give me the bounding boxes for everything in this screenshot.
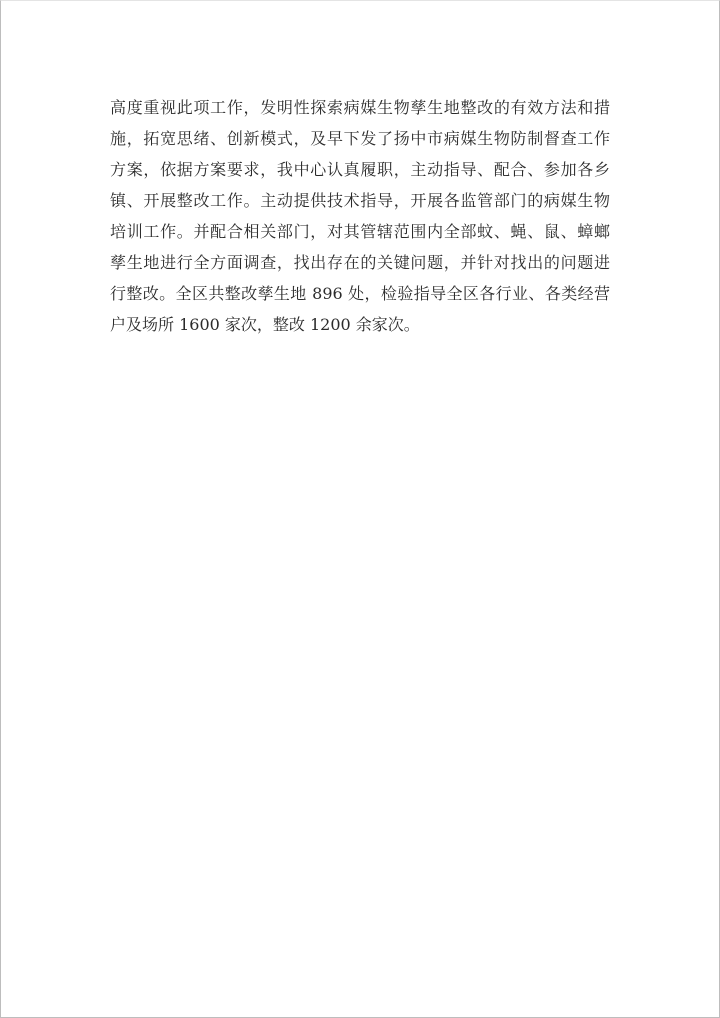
paragraph-line-5: 培训工作。并配合相关部门，对其管辖范围内全部蚊、蝇、鼠、蟑螂 xyxy=(110,222,610,241)
paragraph-line-3: 方案，依据方案要求，我中心认真履职，主动指导、配合、参加各乡 xyxy=(110,160,610,179)
document-body xyxy=(110,92,610,340)
paragraph-line-1: 高度重视此项工作，发明性探索病媒生物孳生地整改的有效方法和措 xyxy=(110,98,610,117)
paragraph-line-6: 孳生地进行全方面调查，找出存在的关键问题，并针对找出的问题进 xyxy=(110,253,610,272)
paragraph-line-4: 镇、开展整改工作。主动提供技术指导，开展各监管部门的病媒生物 xyxy=(110,191,610,210)
paragraph-line-8: 户及场所 1600 家次，整改 1200 余家次。 xyxy=(110,315,420,334)
paragraph-line-2: 施，拓宽思绪、创新模式，及早下发了扬中市病媒生物防制督查工作 xyxy=(110,129,610,148)
paragraph-line-7: 行整改。全区共整改孳生地 896 处，检验指导全区各行业、各类经营 xyxy=(110,284,610,303)
